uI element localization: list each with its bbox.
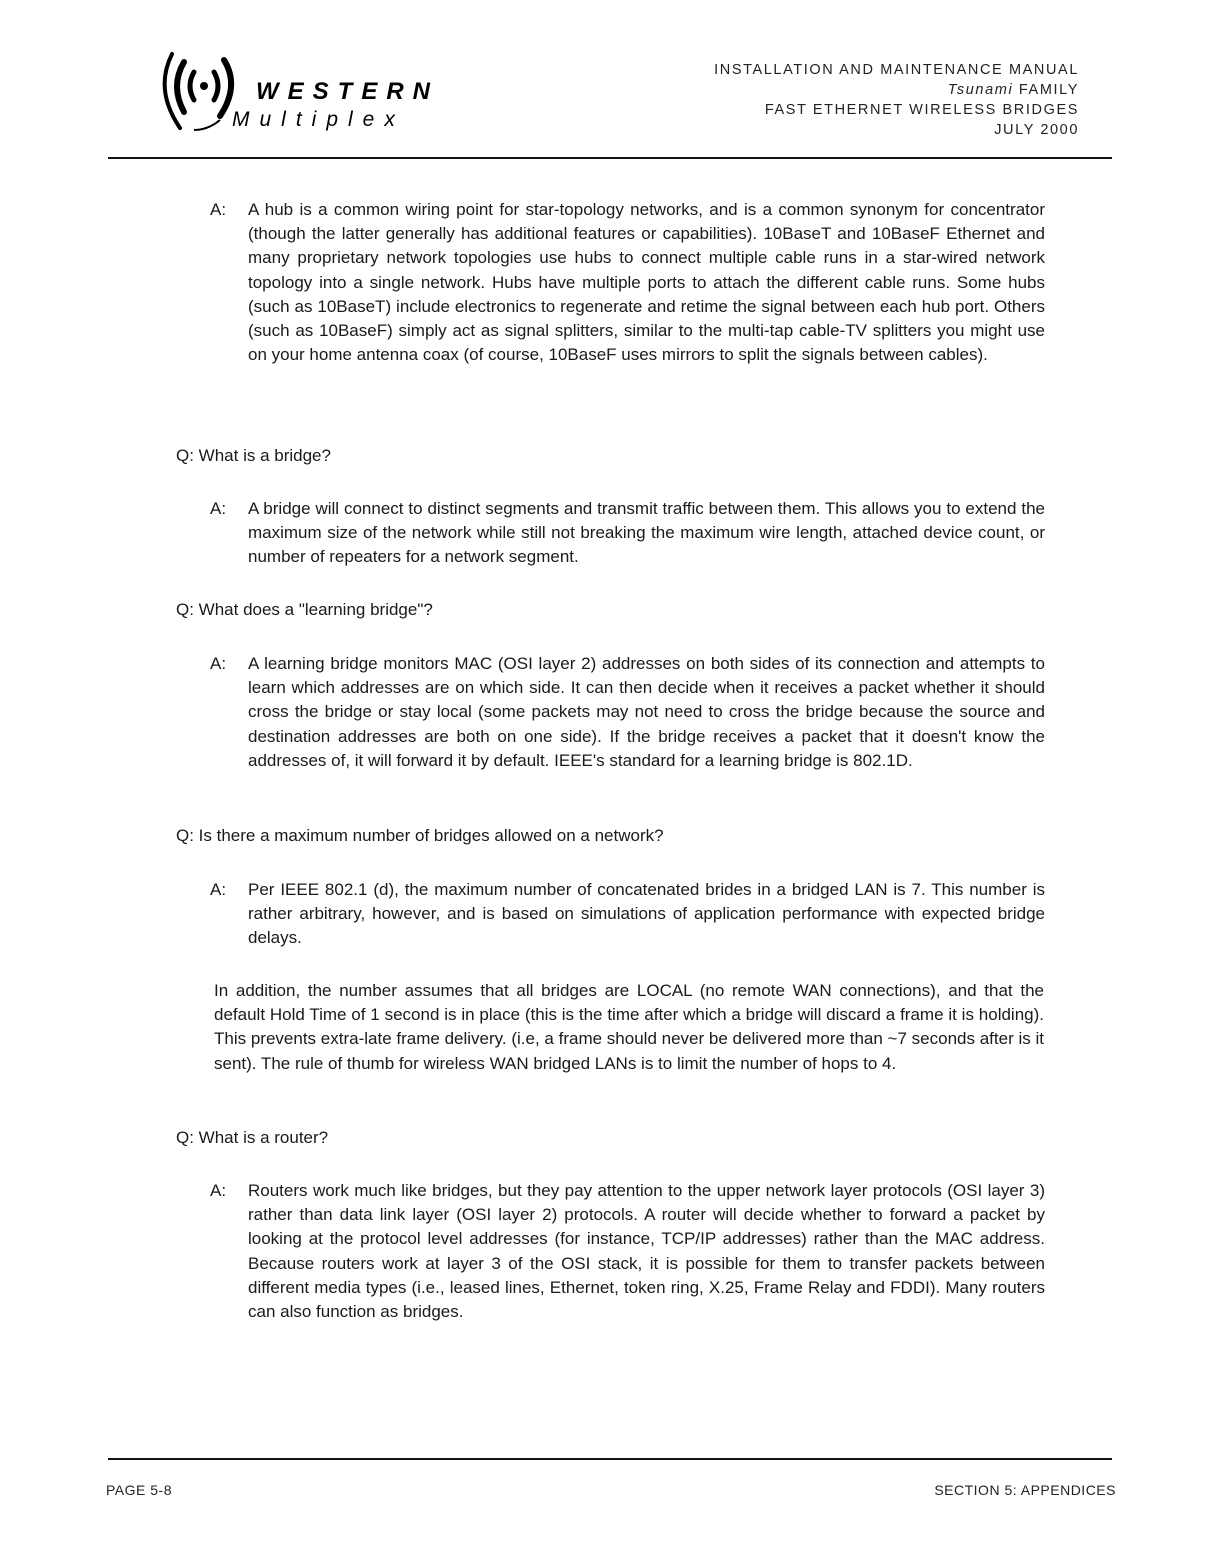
paragraph-max-bridges-addition: In addition, the number assumes that all bridges are LOCAL (no remote WAN connections), and that the default Hold Time of 1 second is in place (this is the time after which a bridge will discard a frame it is holding). This prevents extra-late frame delivery. (i.e, a frame should never be delivered more than ~7 seconds after is it sent). The rule of thumb for wireless WAN bridged LANs is to limit the number of hops to 4. [214, 981, 1044, 1073]
section-title: SECTION 5: APPENDICES [934, 1482, 1116, 1498]
logo-wordmark-western: WESTERN [256, 78, 439, 105]
company-logo [158, 50, 458, 140]
answer-text: A learning bridge monitors MAC (OSI layer 2) addresses on both sides of its connection and attempts to learn which addresses are on which side. It can then decide when it receives a packet whether it should cross the bridge or stay local (some packets may not need to cross the bridge because the source and destination addresses are both on one side). If the bridge receives a packet that it doesn't know the addresses of, it will forward it by default. IEEE's standard for a learning bridge is 802.1D. [248, 654, 1045, 770]
header-family-line [714, 80, 1079, 100]
answer-router [210, 1179, 1045, 1324]
answer-bridge [210, 497, 1045, 570]
answer-text: A hub is a common wiring point for star-topology networks, and is a common synonym for concentrator (though the latter generally has additional features or capabilities). 10BaseT and 10BaseF Ethernet and many proprietary network topologies use hubs to connect multiple cable runs in a star-wired network topology into a single network. Hubs have multiple ports to attach the different cable runs. Some hubs (such as 10BaseT) include electronics to regenerate and retime the signal between each hub port. Others (such as 10BaseF) simply act as signal splitters, similar to the multi-tap cable-TV splitters you might use on your home antenna coax (of course, 10BaseF uses mirrors to split the signals between cables). [248, 200, 1045, 365]
question-max-bridges: Q: Is there a maximum number of bridges allowed on a network? [176, 826, 664, 845]
answer-label: A: [210, 654, 227, 673]
header-manual-title: INSTALLATION AND MAINTENANCE MANUAL [714, 62, 1079, 78]
header-divider [108, 157, 1112, 159]
page-number: PAGE 5-8 [106, 1482, 172, 1498]
header-date: JULY 2000 [994, 122, 1079, 138]
answer-label: A: [210, 499, 227, 518]
answer-max-bridges [210, 878, 1045, 951]
answer-label: A: [210, 1181, 227, 1200]
header-product-line: FAST ETHERNET WIRELESS BRIDGES [764, 102, 1079, 118]
question-learning-bridge: Q: What does a "learning bridge"? [176, 600, 433, 619]
logo-wordmark-multiplex: Multiplex [232, 108, 405, 131]
answer-label: A: [210, 200, 227, 219]
answer-learning-bridge [210, 652, 1045, 773]
answer-text: Routers work much like bridges, but they pay attention to the upper network layer protocols (OSI layer 3) rather than data link layer (OSI layer 2) protocols. A router will decide whether to forward a packet by looking at the protocol level addresses (for instance, TCP/IP addresses) rather than the MAC address. Because routers work at layer 3 of the OSI stack, it is possible for them to transfer packets between different media types (i.e., leased lines, Ethernet, token ring, X.25, Frame Relay and FDDI). Many routers can also function as bridges. [248, 1181, 1045, 1322]
answer-hub [210, 198, 1045, 367]
answer-text: A bridge will connect to distinct segments and transmit traffic between them. This allows you to extend the maximum size of the network while still not breaking the maximum wire length, attached device count, or number of repeaters for a network segment. [248, 499, 1045, 567]
header-family-italic: Tsunami [947, 82, 1014, 98]
question-what-is-bridge: Q: What is a bridge? [176, 446, 331, 465]
document-header [714, 60, 1079, 140]
answer-text: Per IEEE 802.1 (d), the maximum number of concatenated brides in a bridged LAN is 7. This number is rather arbitrary, however, and is based on simulations of application performance with expected bridge delays. [248, 880, 1045, 948]
question-what-is-router: Q: What is a router? [176, 1128, 329, 1147]
answer-label: A: [210, 880, 227, 899]
footer-divider [108, 1458, 1112, 1460]
header-family-rest: FAMILY [1013, 82, 1079, 98]
